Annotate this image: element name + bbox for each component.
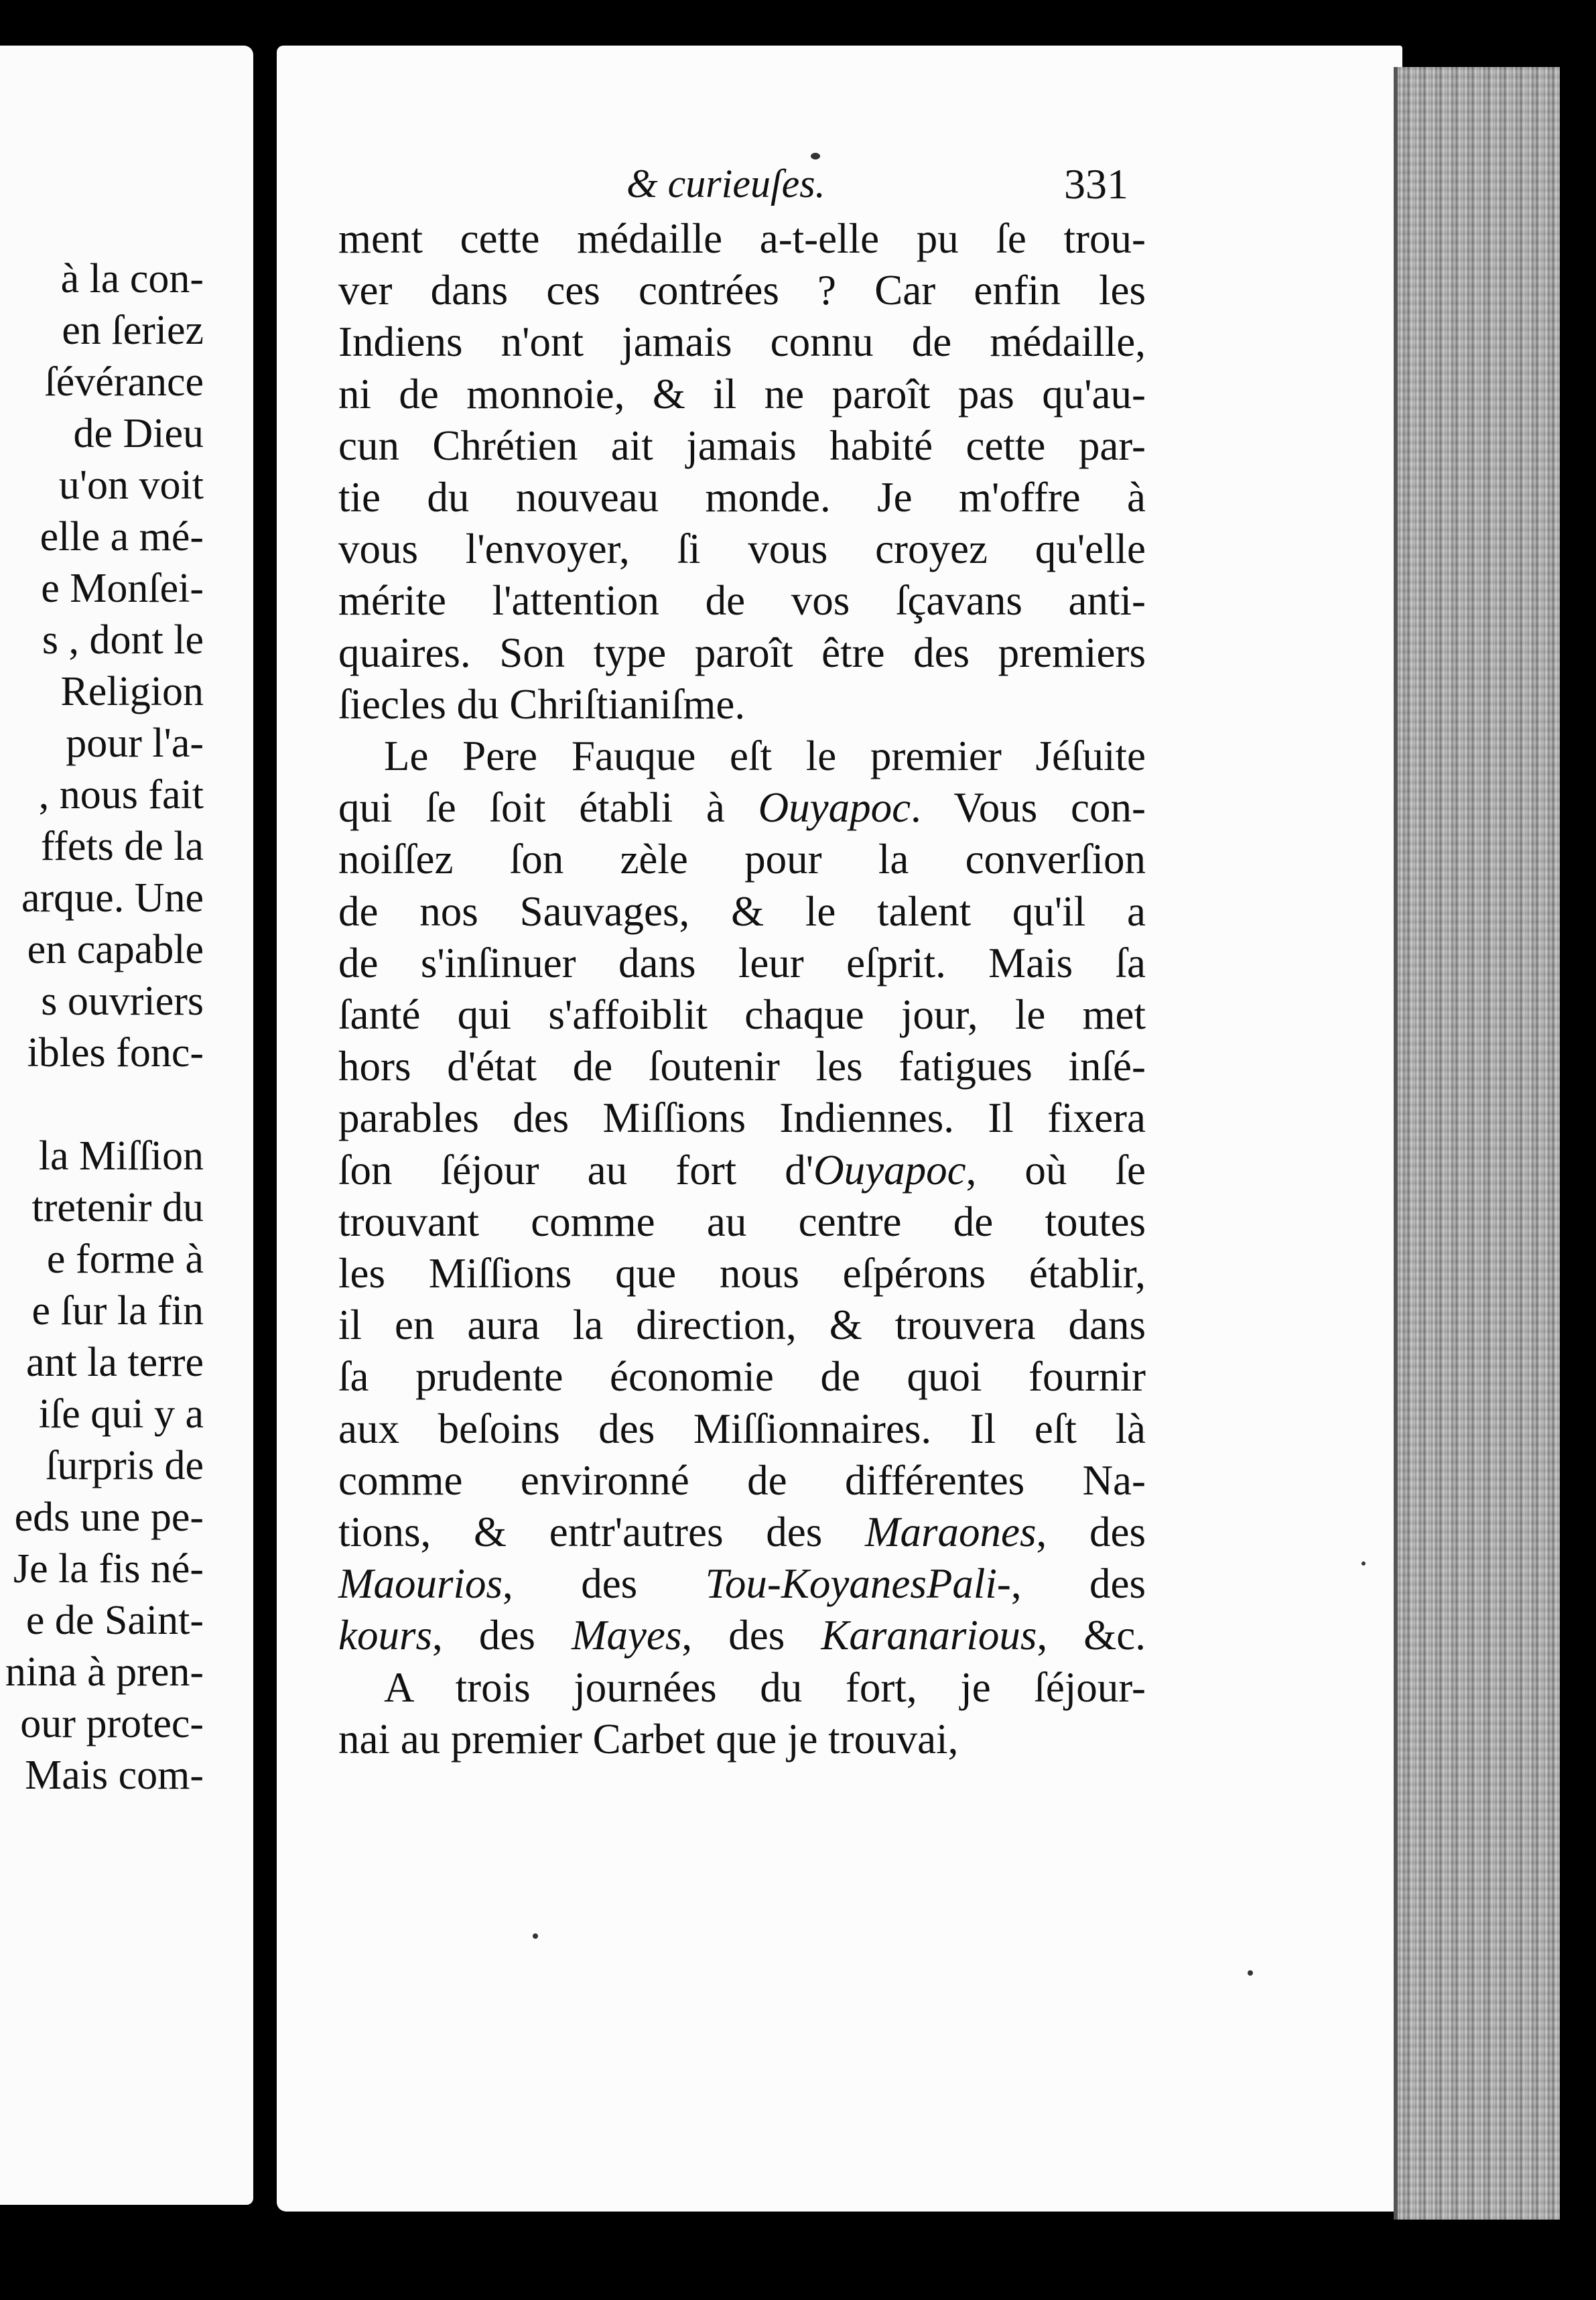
left-page-line: en ſeriez [62,308,204,353]
left-page-line: pour l'a- [66,720,204,766]
left-page-line: elle a mé- [40,514,204,560]
text-line [338,1558,1146,1610]
text-line: de s'inſinuer dans leur eſprit. Mais ſa [338,939,1146,986]
text-line: Indiens n'ont jamais connu de médaille, [338,318,1146,366]
text-line: mérite l'attention de vos ſçavans anti- [338,577,1146,625]
text-line [338,1610,1146,1661]
left-page-line: e Monſei- [41,566,204,611]
text-line: tie du nouveau monde. Je m'offre à [338,474,1146,521]
left-page-line: eds une pe- [14,1494,204,1540]
text-span: , &c. [1037,1612,1146,1659]
ink-speck [811,153,820,159]
left-page-line: ſévérance [44,359,204,405]
left-page-line: s ouvriers [41,978,204,1024]
left-page-line: e forme à [46,1236,204,1282]
left-page-line: our protec- [20,1701,204,1746]
text-line: il en aura la direction, & trouvera dans [338,1301,1146,1349]
text-line: ſa prudente économie de quoi fournir [338,1353,1146,1401]
left-page-line: Mais com- [25,1752,204,1798]
left-page-line: Religion [60,669,204,714]
left-page-line: la Miſſion [38,1133,204,1179]
italic-name: Maraones [865,1509,1037,1555]
text-line: ver dans ces contrées ? Car enfin les [338,267,1146,314]
left-page-line: s , dont le [42,617,204,663]
italic-name: Pali- [926,1560,1011,1608]
left-page-line: Je la fis né- [13,1546,204,1592]
text-line: comme environné de différentes Na- [338,1456,1146,1504]
left-page-line: ibles fonc- [27,1030,204,1076]
page-number: 331 [1064,160,1128,208]
text-span: . Vous con- [911,784,1146,832]
text-line: trouvant comme au centre de toutes [338,1198,1146,1245]
left-page-line: en capable [27,927,204,972]
italic-name: Ouyapoc [758,784,911,832]
left-page-line: à la con- [60,256,204,302]
text-line [338,1507,1146,1558]
left-page-line: u'on voit [58,462,204,508]
italic-name: kours [338,1612,432,1659]
left-page-line: ffets de la [40,824,204,869]
text-line: ſanté qui s'affoiblit chaque jour, le met [338,991,1146,1038]
text-span: , des [1036,1509,1146,1555]
left-page [0,46,253,2205]
text-line [338,782,1146,834]
text-line: de nos Sauvages, & le talent qu'il a [338,887,1146,935]
text-span: tions, & entr'autres des [338,1509,866,1555]
text-line: aux beſoins des Miſſionnaires. Il eſt là [338,1405,1146,1452]
text-line: A trois journées du fort, je ſéjour- [384,1663,1146,1711]
text-line: ſiecles du Chriſtianiſme. [338,680,746,728]
left-page-line: arque. Une [21,875,204,921]
text-line: vous l'envoyer, ſi vous croyez qu'elle [338,525,1146,573]
left-page-line: tretenir du [31,1185,204,1230]
text-line: cun Chrétien ait jamais habité cette par- [338,422,1146,469]
left-page-line: e de Saint- [25,1598,204,1643]
left-page-line: ſurpris de [46,1443,204,1488]
page-edges [1394,67,1560,2220]
text-line: parables des Miſſions Indiennes. Il fixera [338,1094,1146,1142]
text-line: ment cette médaille a-t-elle pu ſe trou- [338,215,1146,262]
italic-name: Mayes [571,1612,682,1659]
text-span: qui ſe ſoit établi à [338,784,758,832]
text-line: ni de monnoie, & il ne paroît pas qu'au- [338,370,1146,418]
text-line [338,1145,1146,1196]
text-span: , où ſe [966,1146,1146,1194]
running-head: & curieuſes. [626,162,825,206]
left-page-line: de Dieu [73,411,204,456]
ink-speck [1248,1970,1253,1976]
text-line: nai au premier Carbet que je trouvai, [338,1715,959,1763]
italic-name: Ouyapoc [813,1146,966,1194]
text-span: , des [503,1560,706,1608]
text-line: hors d'état de ſoutenir les fatigues inſé- [338,1043,1146,1090]
left-page-line: ant la terre [25,1340,204,1385]
text-line: les Miſſions que nous eſpérons établir, [338,1250,1146,1297]
text-line: Le Pere Fauque eſt le premier Jéſuite [384,732,1146,779]
left-page-line: iſe qui y a [38,1391,204,1437]
text-span: ſon ſéjour au fort d' [338,1146,814,1194]
left-page-line: , nous fait [38,772,204,818]
left-page-line: e ſur la fin [31,1288,204,1334]
ink-speck [1361,1561,1366,1566]
text-line: quaires. Son type paroît être des premiers [338,629,1146,676]
left-page-line: nina à pren- [5,1649,204,1695]
text-span: , des [1010,1560,1146,1608]
text-span: , des [432,1612,572,1659]
text-line: noiſſez ſon zèle pour la converſion [338,836,1146,883]
italic-name: Karanarious [821,1612,1037,1659]
italic-name: Tou-Koyanes [705,1560,927,1608]
text-span: , des [681,1612,821,1659]
ink-speck [533,1933,538,1939]
italic-name: Maourios [338,1560,503,1608]
